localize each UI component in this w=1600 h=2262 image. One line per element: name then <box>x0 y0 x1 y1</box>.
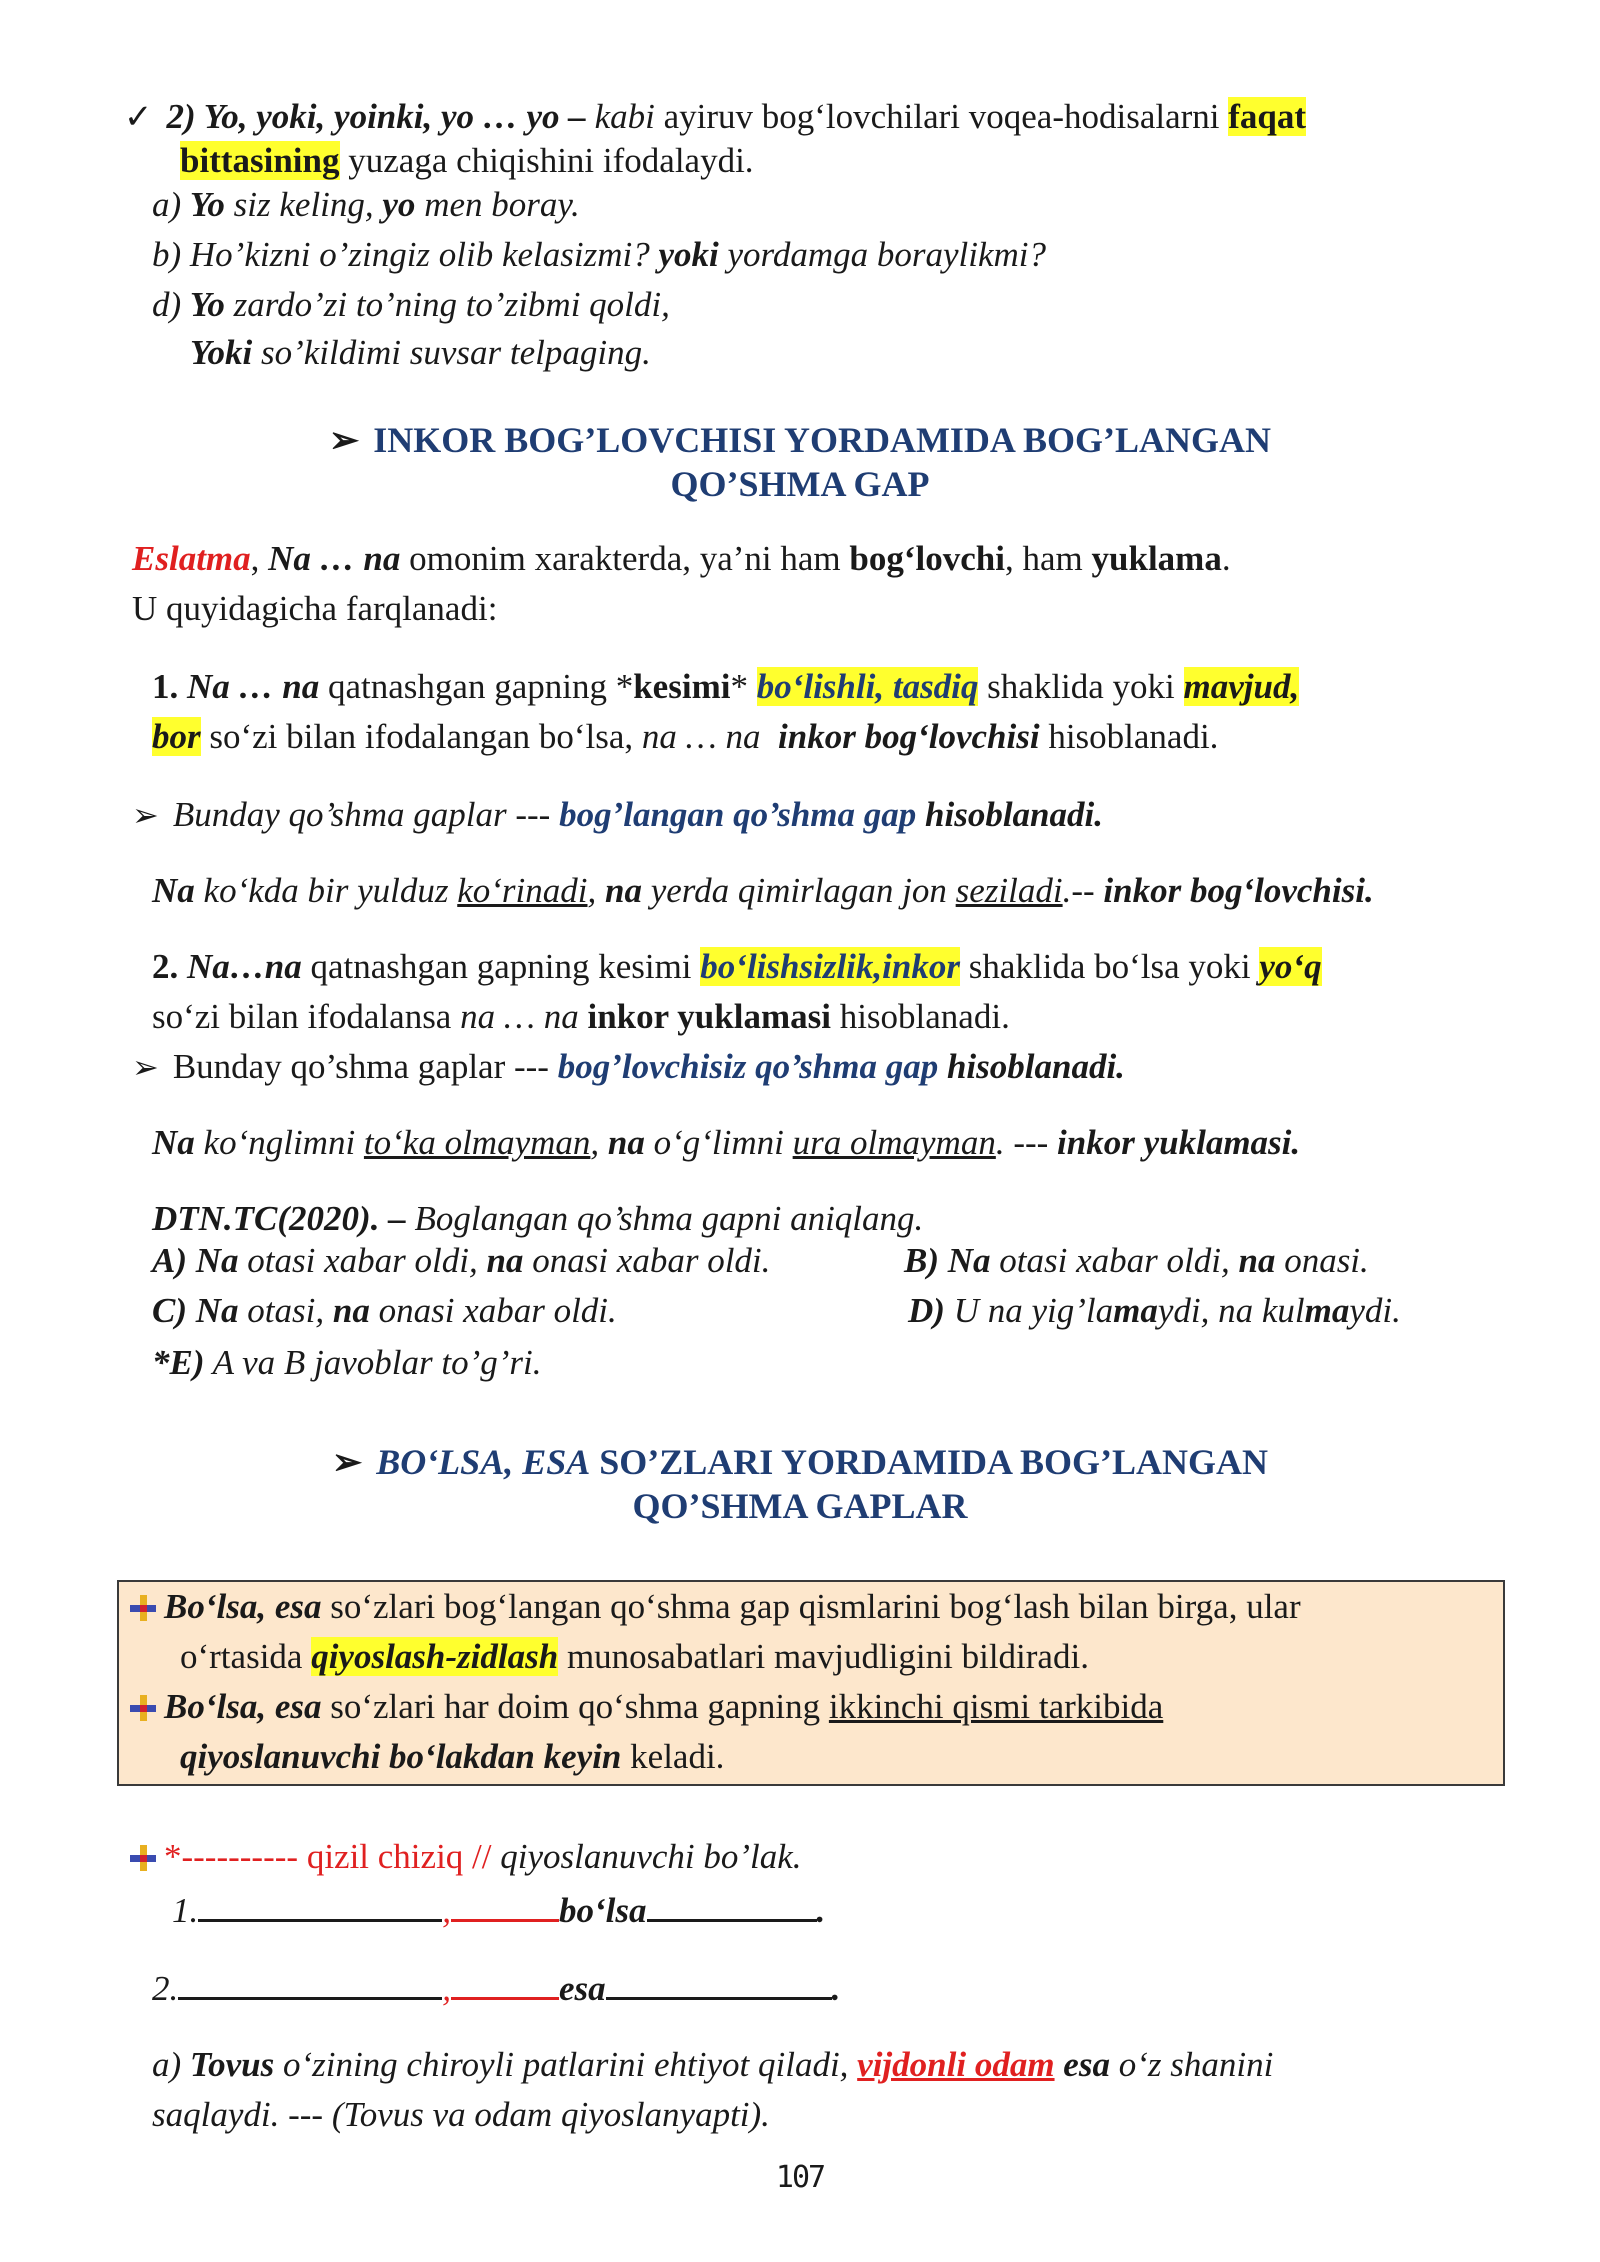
box-row3: Bo‘lsa, esa so‘zlari har doim qo‘shma gapning ikkinchi qismi tarkibida <box>130 1684 1163 1730</box>
option-e: *E) A va B javoblar to’g’ri. <box>152 1343 542 1382</box>
point2-line1: 2. Na…na qatnashgan gapning kesimi bo‘lishsizlik,inkor shaklida bo‘lsa yoki yo‘q <box>152 947 1322 986</box>
heading-bolsa-esa-line2: QO’SHMA GAPLAR <box>632 1486 968 1526</box>
colored-cross-bullet-icon <box>130 1845 156 1871</box>
example2-line: Na ko‘nglimni to‘ka olmayman, na o‘g‘limni ura olmayman. --- inkor yuklamasi. <box>152 1123 1301 1162</box>
s1-line1: ✓ 2) Yo, yoki, yoinki, yo … yo – kabi ayiruv bog‘lovchilari voqea-hodisalarni faqat <box>124 94 1306 141</box>
eslatma-line2: U quyidagicha farqlanadi: <box>132 589 498 628</box>
test-question: DTN.TC(2020). – Boglangan qo’shma gapni aniqlang. <box>152 1199 924 1238</box>
blank-line <box>178 1969 442 2000</box>
blank-line <box>198 1891 442 1922</box>
example-a-line1: a) Tovus o‘zining chiroyli patlarini ehtiyot qiladi, vijdonli odam esa o‘z shanini <box>152 2045 1274 2084</box>
colored-cross-bullet-icon <box>130 1595 156 1621</box>
point1-line2: bor so‘zi bilan ifodalangan bo‘lsa, na … na inkor bog‘lovchisi hisoblanadi. <box>152 717 1219 756</box>
heading-inkor: ➢ INKOR BOG’LOVCHISI YORDAMIDA BOG’LANGAN <box>329 420 1271 460</box>
red-blank-line <box>451 1891 559 1922</box>
s1-example-b: b) Ho’kizni o’zingiz olib kelasizmi? yoki yordamga boraylikmi? <box>152 235 1047 274</box>
s1-example-d: d) Yo zardo’zi to’ning to’zibmi qoldi, <box>152 285 670 324</box>
bunday2-line: ➢ Bunday qo’shma gaplar --- bog’lovchisiz qo’shma gap hisoblanadi. <box>132 1044 1125 1090</box>
pattern2-line: 2. , esa . <box>152 1969 841 2008</box>
colored-cross-bullet-icon <box>130 1695 156 1721</box>
box-row1: Bo‘lsa, esa so‘zlari bog‘langan qo‘shma gap qismlarini bog‘lash bilan birga, ular <box>130 1584 1301 1630</box>
option-c: C) Na otasi, na onasi xabar oldi. <box>152 1291 617 1330</box>
box-row4: qiyoslanuvchi bo‘lakdan keyin keladi. <box>180 1737 725 1776</box>
option-b: B) Na otasi xabar oldi, na onasi. <box>904 1241 1369 1280</box>
box-row2: o‘rtasida qiyoslash-zidlash munosabatlari mavjudligini bildiradi. <box>180 1637 1089 1676</box>
eslatma-line: Eslatma, Na … na omonim xarakterda, ya’ni ham bog‘lovchi, ham yuklama. <box>132 539 1231 578</box>
option-d: D) U na yig’lamaydi, na kulmaydi. <box>908 1291 1401 1330</box>
arrow-bullet-icon: ➢ <box>132 1049 159 1085</box>
page-number: 107 <box>775 2160 825 2195</box>
example1-line: Na ko‘kda bir yulduz ko‘rinadi, na yerda qimirlagan jon seziladi.-- inkor bog‘lovchisi. <box>152 871 1374 910</box>
heading-bolsa-esa: ➢ BO‘LSA, ESA SO’ZLARI YORDAMIDA BOG’LANGAN <box>332 1442 1268 1482</box>
check-icon: ✓ <box>124 99 153 136</box>
legend-line: *---------- qizil chiziq // qiyoslanuvchi bo’lak. <box>130 1834 802 1880</box>
blank-line <box>647 1891 817 1922</box>
point1-line1: 1. Na … na qatnashgan gapning *kesimi* bo‘lishli, tasdiq shaklida yoki mavjud, <box>152 667 1300 706</box>
blank-line <box>606 1969 832 2000</box>
arrow-bullet-icon: ➢ <box>329 420 360 460</box>
arrow-bullet-icon: ➢ <box>132 797 159 833</box>
s1-example-d2: Yoki so’kildimi suvsar telpaging. <box>190 333 651 372</box>
pattern1-line: 1. , bo‘lsa . <box>172 1891 826 1930</box>
red-blank-line <box>451 1969 559 2000</box>
example-a-line2: saqlaydi. --- (Tovus va odam qiyoslanyapti). <box>152 2095 770 2134</box>
option-a: A) Na otasi xabar oldi, na onasi xabar oldi. <box>152 1241 771 1280</box>
point2-line2: so‘zi bilan ifodalansa na … na inkor yuklamasi hisoblanadi. <box>152 997 1010 1036</box>
s1-line2: bittasining yuzaga chiqishini ifodalaydi. <box>180 141 754 180</box>
heading-inkor-line2: QO’SHMA GAP <box>670 464 930 504</box>
arrow-bullet-icon: ➢ <box>332 1442 363 1482</box>
s1-example-a: a) Yo siz keling, yo men boray. <box>152 185 580 224</box>
bunday1-line: ➢ Bunday qo’shma gaplar --- bog’langan qo’shma gap hisoblanadi. <box>132 792 1103 838</box>
